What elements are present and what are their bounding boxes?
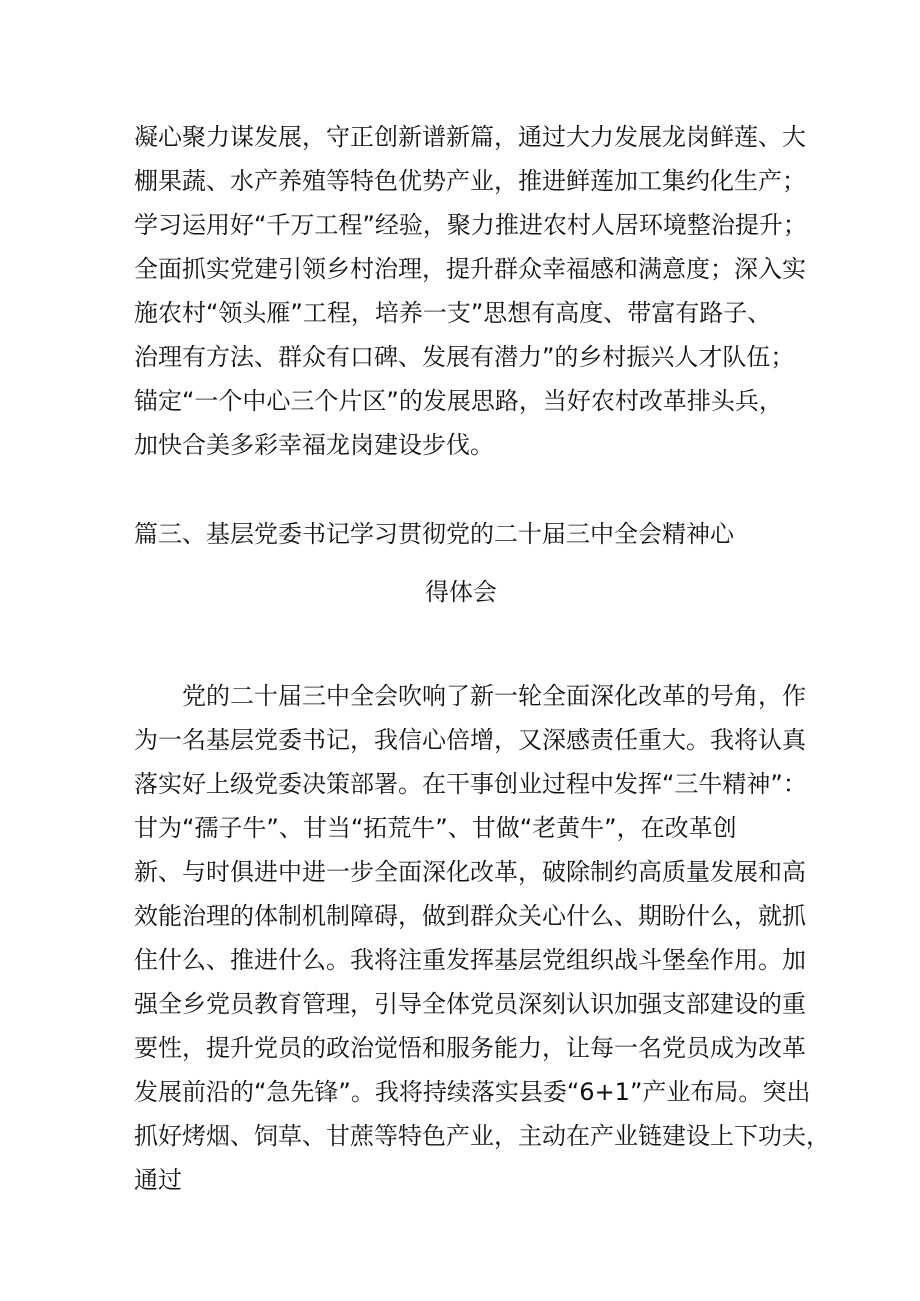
text-line: 落实好上级党委决策部署。在干事创业过程中发挥“三牛精神”： [134,770,807,798]
text-line: 棚果蔬、水产养殖等特色优势产业，推进鲜莲加工集约化生产； [134,167,806,195]
text-line: 加快合美多彩幸福龙岗建设步伐。 [134,431,494,459]
text-line: 甘为“孺子牛”、甘当“拓荒牛”、甘做“老黄牛”，在改革创 [134,814,737,842]
text-line: 要性，提升党员的政治觉悟和服务能力，让每一名党员成为改革 [134,1034,806,1062]
heading-line-1: 篇三、基层党委书记学习贯彻党的二十届三中全会精神心 [134,520,734,548]
text-line: 强全乡党员教育管理，引导全体党员深刻认识加强支部建设的重 [134,990,806,1018]
text-line: 通过 [134,1166,182,1194]
text-line: 新、与时俱进中进一步全面深化改革，破除制约高质量发展和高 [134,858,806,886]
text-line: 锚定“一个中心三个片区”的发展思路，当好农村改革排头兵， [134,387,783,415]
text-line: 凝心聚力谋发展，守正创新谱新篇，通过大力发展龙岗鲜莲、大 [134,123,806,151]
text-line: 住什么、推进什么。我将注重发挥基层党组织战斗堡垒作用。加 [134,946,806,974]
text-line: 发展前沿的“急先锋”。我将持续落实县委“6+1”产业布局。突出 [134,1078,811,1106]
text-line: 抓好烤烟、饲草、甘蔗等特色产业，主动在产业链建设上下功夫， [134,1122,830,1150]
text-line: 治理有方法、群众有口碑、发展有潜力”的乡村振兴人才队伍； [134,343,795,371]
text-line: 学习运用好“千万工程”经验，聚力推进农村人居环境整治提升； [134,211,807,239]
text-line: 党的二十届三中全会吹响了新一轮全面深化改革的号角，作 [182,682,806,710]
text-line: 为一名基层党委书记，我信心倍增，又深感责任重大。我将认真 [134,726,806,754]
text-line: 效能治理的体制机制障碍，做到群众关心什么、期盼什么，就抓 [134,902,806,930]
text-line: 全面抓实党建引领乡村治理，提升群众幸福感和满意度；深入实 [134,255,806,283]
heading-line-2: 得体会 [425,578,497,606]
text-line: 施农村“领头雁”工程，培养一支”思想有高度、带富有路子、 [134,299,772,327]
